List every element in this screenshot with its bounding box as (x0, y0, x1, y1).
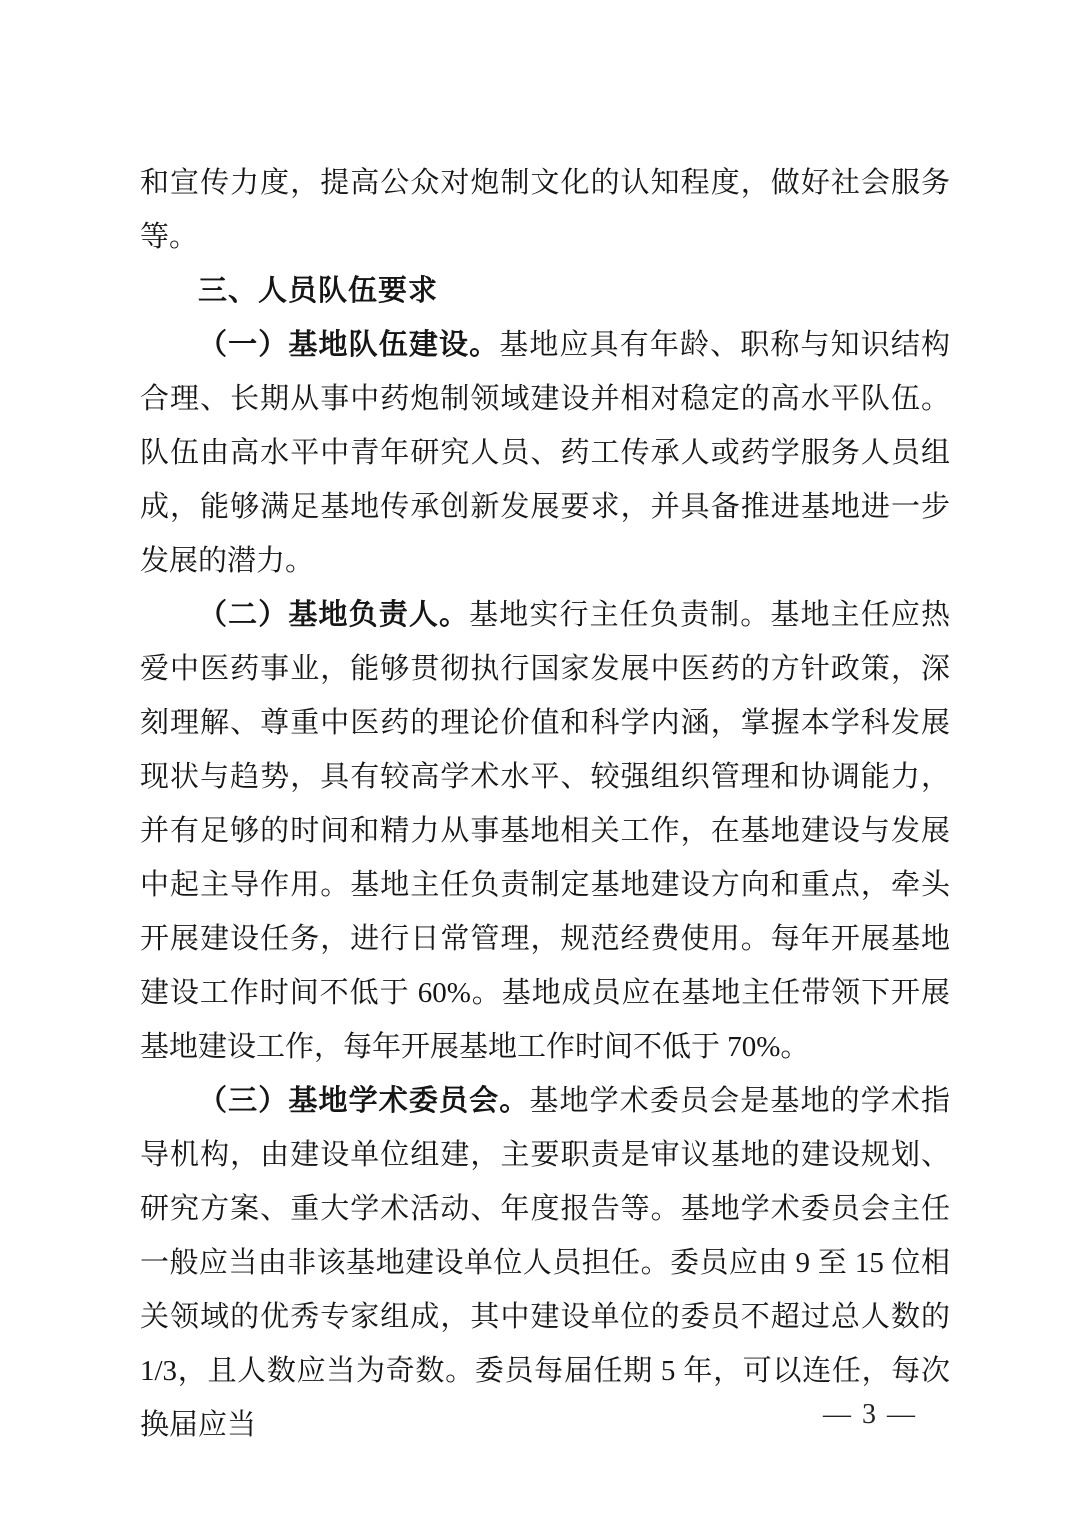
paragraph-base-team (140, 318, 950, 588)
page-number: — 3 — (823, 1399, 917, 1430)
paragraph-body: 基地学术委员会是基地的学术指导机构，由建设单位组建，主要职责是审议基地的建设规划、研究方案、重大学术活动、年度报告等。基地学术委员会主任一般应当由非该基地建设单位人员担任。委员应由 9 至 15 位相关领域的优秀专家组成，其中建设单位的委员不超过总人数的 1/3，且人数应当为奇数。委员每届任期 5 年，可以连任，每次换届应当 (140, 1085, 950, 1441)
paragraph-lead: （三）基地学术委员会。 (198, 1085, 530, 1117)
continuation-paragraph: 和宣传力度，提高公众对炮制文化的认知程度，做好社会服务等。 (140, 167, 950, 253)
paragraph-body: 基地实行主任负责制。基地主任应热爱中医药事业，能够贯彻执行国家发展中医药的方针政策，深刻理解、尊重中医药的理论价值和科学内涵，掌握本学科发展现状与趋势，具有较高学术水平、较强组织管理和协调能力，并有足够的时间和精力从事基地相关工作，在基地建设与发展中起主导作用。基地主任负责制定基地建设方向和重点，牵头开展建设任务，进行日常管理，规范经费使用。每年开展基地建设工作时间不低于 60%。基地成员应在基地主任带领下开展基地建设工作，每年开展基地工作时间不低于 70%。 (140, 599, 950, 1063)
section-heading: 三、人员队伍要求 (198, 275, 439, 307)
paragraph-base-director (140, 588, 950, 1074)
paragraph-lead: （一）基地队伍建设。 (198, 329, 500, 361)
paragraph-lead: （二）基地负责人。 (198, 599, 470, 631)
document-body (140, 156, 950, 1452)
paragraph-academic-committee (140, 1074, 950, 1452)
paragraph-body: 基地应具有年龄、职称与知识结构合理、长期从事中药炮制领域建设并相对稳定的高水平队伍。队伍由高水平中青年研究人员、药工传承人或药学服务人员组成，能够满足基地传承创新发展要求，并具备推进基地进一步发展的潜力。 (140, 329, 950, 577)
